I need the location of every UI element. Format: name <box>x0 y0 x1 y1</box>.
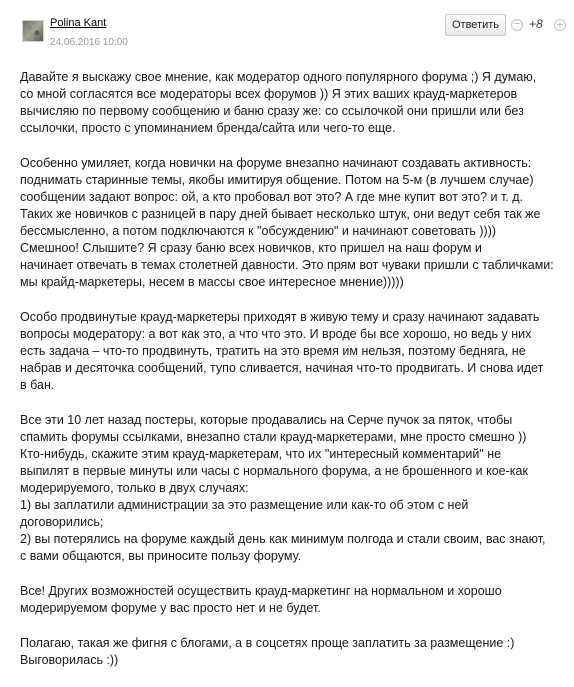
author-link[interactable]: Polina Kant <box>50 17 107 29</box>
vote-down-icon[interactable]: − <box>511 19 523 31</box>
comment-paragraph: Полагаю, такая же фигня с блогами, а в соцсетях проще заплатить за размещение :) Выговорилась :)) <box>20 636 515 667</box>
comment-score: +8 <box>529 17 543 31</box>
comment-paragraph: Особенно умиляет, когда новички на форуме внезапно начинают создавать активность: поднимать старинные темы, якобы имитируя общение. Потом на 5-м (в лучшем случае) сообщении задают вопрос: ой, а кто пробовал вот это? А где мне купит вот это? и т. д. Таких же новичков с разницей в пару дней бывает несколько штук, они ведут себя так же бессмысленно, а потом подключаются к "обсуждению" и начинают советовать )))) Смешноо! Слышите? Я сразу баню всех новичков, кто пришел на наш форум и начинает отвечать в темах столетней давности. Это прям вот чуваки пришли с табличками: мы крайд-маркетеры, несем в массы свое интересное мнение))))) <box>20 156 554 289</box>
vote-up-icon[interactable]: + <box>554 19 566 31</box>
comment-paragraph: Особо продвинутые крауд-маркетеры приходят в живую тему и сразу начинают задавать вопросы модератору: а вот как это, а что что это. И вроде бы все хорошо, но ведь у них есть задача – что-то продвинуть, тратить на это время им нельзя, поэтому бедняга, не набрав и десяточка сообщений, тупо сливается, начиная что-то продвигать. И снова идет в бан. <box>20 310 544 392</box>
comment-paragraph: Все эти 10 лет назад постеры, которые продавались на Серче пучок за пяток, чтобы спамить форумы ссылками, внезапно стали крауд-маркетерами, мне просто смешно )) Кто-нибудь, скажите этим крауд-маркетерам, что их "интересный комментарий" не выпилят в первые минуты или часы с нормального форума, а не брошенного и кое-как модерируемого, только в двух случаях: 1) вы заплатили администрации за это размещение или как-то об этом с ней договорились; 2) вы потерялись на форуме каждый день как минимум полгода и стали своим, вас знают, с вами общаются, вы приносите пользу форуму. <box>20 413 546 563</box>
comment-paragraph: Давайте я выскажу свое мнение, как модератор одного популярного форума ;) Я думаю, со мной согласятся все модераторы всех форумов )) Я этих ваших крауд-маркетеров вычисляю по первому сообщению и баню сразу же: со ссылочкой они пришли или без ссылочки, просто с упоминанием бренда/сайта или чего-то еще. <box>20 70 537 135</box>
avatar[interactable] <box>22 20 44 42</box>
reply-button[interactable]: Ответить <box>445 14 506 36</box>
comment-header <box>0 0 574 60</box>
comment-paragraph: Все! Других возможностей осуществить крауд-маркетинг на нормальном и хорошо модерируемом форуме у вас просто нет и не будет. <box>20 584 502 615</box>
comment-body <box>20 69 568 687</box>
comment-date: 24.06.2016 10:00 <box>50 37 128 48</box>
